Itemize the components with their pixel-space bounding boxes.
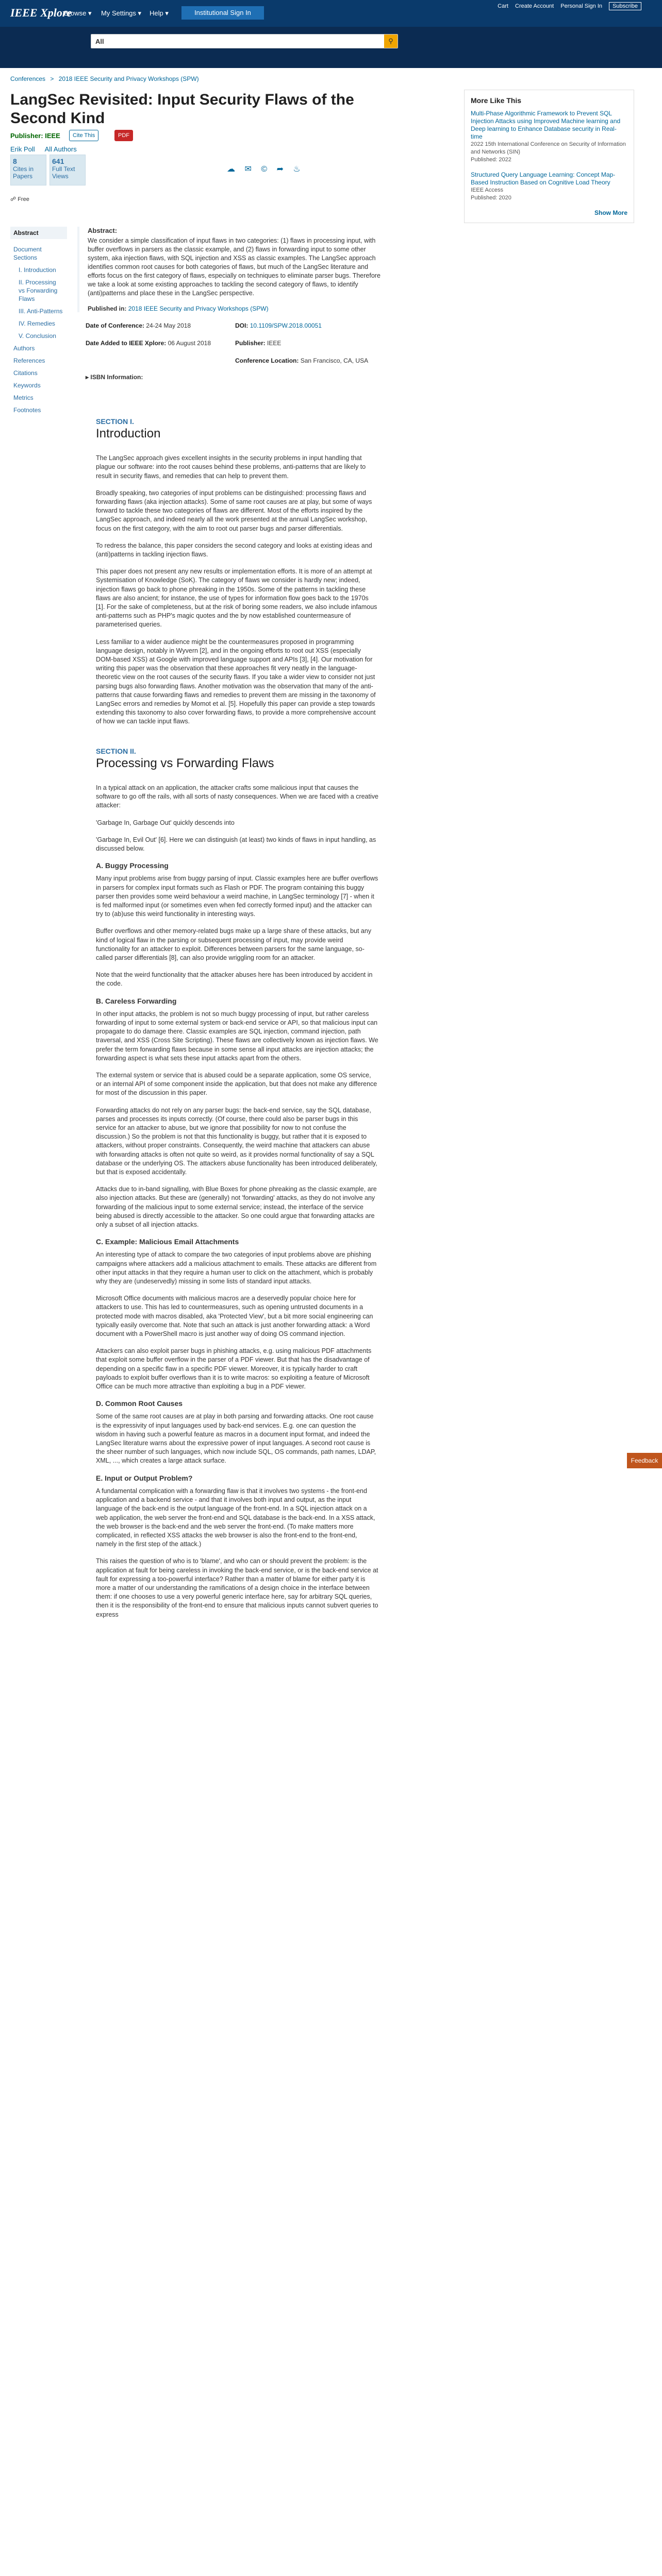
date-of-conference-label: Date of Conference: <box>86 322 145 329</box>
paragraph: Attackers can also exploit parser bugs in phishing attacks, e.g. using malicious PDF attachments that exploit some buffer overflow in the parser of a PDF viewer. But that has the disadvantage of depending on a specific flaw in a specific PDF viewer. Moreover, it is typically harder to craft payloads to exploit buffer overflows than it is to write macros: so exploiting a feature of Microsoft Office can be much more attractive than exploiting a bug in a PDF viewer. <box>96 1347 372 1391</box>
date-of-conference: 24-24 May 2018 <box>146 322 191 329</box>
related-article-date: Published: 2020 <box>471 195 511 201</box>
abstract-section <box>77 227 382 312</box>
paragraph: In other input attacks, the problem is not so much buggy processing of input, but rather careless forwarding of input to some external system or back-end service or API, so that malicious input can propagate to do damage there. Classic examples are SQL injection, command injection, path traversal, and XSS (Cross Site Scripting). These flaws are collectively known as injection flaws. We prefer the term forwarding flaws because in some sense all input attacks are injection attacks; the forwarding aspect is what sets these input attacks apart from the others. <box>96 1010 378 1062</box>
subsection-heading: D. Common Root Causes <box>96 1399 183 1408</box>
meta-publisher: IEEE <box>267 340 282 347</box>
metric-value: 8 <box>13 157 17 165</box>
metric-label: Cites in Papers <box>13 165 34 180</box>
page-title: LangSec Revisited: Input Security Flaws of the Second Kind <box>10 91 354 127</box>
paragraph: 'Garbage In, Evil Out' [6]. Here we can distinguish (at least) two kinds of flaws in input handling, as discussed below. <box>96 836 376 852</box>
publisher-line <box>10 132 60 140</box>
create-account-link[interactable]: Create Account <box>515 3 554 9</box>
subsection-heading: E. Input or Output Problem? <box>96 1473 193 1482</box>
isbn-information-toggle[interactable]: ▸ ISBN Information: <box>86 374 143 381</box>
search-category-select[interactable]: All <box>95 38 104 45</box>
paragraph: Note that the weird functionality that the attacker abuses here has been introduced by accident in the code. <box>96 971 373 988</box>
subsection-heading: B. Careless Forwarding <box>96 996 177 1005</box>
top-navigation-bar <box>0 0 662 27</box>
breadcrumb-conferences[interactable]: Conferences <box>10 75 46 82</box>
free-icon: ☍ <box>10 196 16 202</box>
conference-location-label: Conference Location: <box>235 357 299 364</box>
search-box <box>91 34 398 48</box>
nav-footnotes[interactable]: Footnotes <box>13 406 41 414</box>
help-menu[interactable]: Help ▾ <box>150 9 169 17</box>
cite-this-button[interactable]: Cite This <box>69 130 98 141</box>
nav-authors[interactable]: Authors <box>13 345 35 352</box>
breadcrumb-separator: > <box>50 75 54 82</box>
document-body <box>96 397 378 1628</box>
document-navigation <box>10 227 67 416</box>
paragraph: 'Garbage In, Garbage Out' quickly descends into <box>96 819 235 826</box>
search-button[interactable] <box>384 35 398 48</box>
doi-label: DOI: <box>235 322 249 329</box>
paragraph: In a typical attack on an application, the attacker crafts some malicious input that causes the software to go off the rails, with all sorts of nasty consequences. When we are faced with a creative attacker: <box>96 784 378 809</box>
related-article-date: Published: 2022 <box>471 157 511 163</box>
related-article-venue: 2022 15th International Conference on Security of Information and Networks (SIN) <box>471 141 626 155</box>
section-title: Processing vs Forwarding Flaws <box>96 756 274 770</box>
all-authors-link[interactable]: All Authors <box>44 145 77 153</box>
published-in <box>88 305 382 312</box>
breadcrumb <box>10 75 202 82</box>
paragraph: A fundamental complication with a forwarding flaw is that it involves two systems - the front-end application and a backend service - and that it involves both input and output, as the input language of the back-end is the output language of the front-end. In a SQL injection attack on a web application, the web server the front-end and SQL database is the back-end. In a XSS attack, the web browser is the back-end and the web server the front-end. (To make matters more complicated, in reflected XSS attacks the web browser is also the front-end to the front-end, namely in the first step of the attack.) <box>96 1487 375 1548</box>
search-input[interactable] <box>158 37 385 47</box>
paragraph: Forwarding attacks do not rely on any parser bugs: the back-end service, say the SQL database, parses and processes its inputs correctly. (Of course, there could also be parser bugs in this service for an attacker to abuse, but we ignore that possibility for now to not confuse the discussion.) So the problem is not that this functionality is buggy, but rather that it is exposed to attackers, without proper constraints. Consequently, the weird machine that attackers can abuse with forwarding attacks is often not quite so weird, as it provides normal functionality of say a SQL database or the underlying OS. The attackers abuse functionality has been introduced deliberately, but that is exposed accidentally. <box>96 1106 377 1176</box>
doi-link[interactable]: 10.1109/SPW.2018.00051 <box>250 322 322 329</box>
published-in-link[interactable]: 2018 IEEE Security and Privacy Workshops (SPW) <box>128 305 269 312</box>
breadcrumb-conference[interactable]: 2018 IEEE Security and Privacy Workshops (SPW) <box>58 75 199 82</box>
related-article-link[interactable]: Multi-Phase Algorithmic Framework to Prevent SQL Injection Attacks using Improved Machine learning and Deep learning to Enhance Database security in Real-time <box>471 110 621 140</box>
browse-menu[interactable]: Browse ▾ <box>64 9 92 17</box>
mail-icon[interactable]: ✉ <box>244 165 252 174</box>
cart-link[interactable]: Cart <box>498 3 508 9</box>
date-added-label: Date Added to IEEE Xplore: <box>86 340 167 347</box>
publisher-value: IEEE <box>45 132 60 140</box>
nav-abstract[interactable]: Abstract <box>10 227 67 239</box>
document-metadata <box>86 321 385 374</box>
paragraph: Attacks due to in-band signalling, with Blue Boxes for phone phreaking as the classic example, are also injection attacks. But these are (generally) not 'forwarding' attacks, as they do not involve any forwarding of the malicious input to some external service; instead, the interface of the service being abused is directly accessible to the attacker. So one could argue that forwarding attacks are only a subset of all injection attacks. <box>96 1185 377 1229</box>
related-article <box>471 171 627 202</box>
paragraph: This raises the question of who is to 'blame', and who can or should prevent the problem: is the application at fault for being careless in invoking the back-end service, or is the back-end service at fault for expressing a too-powerful interface? Rather than a matter of blame for either party it is more a matter of our understanding the ramifications of a design choice in the interface between them: if one chooses to use a very powerful generic interface here, say for arbitrary SQL queries, then it is the responsibility of the front-end to ensure that malicious inputs cannot subvert queries to express <box>96 1557 378 1618</box>
author-link[interactable]: Erik Poll <box>10 145 35 153</box>
paragraph: Less familiar to a wider audience might be the countermeasures proposed in programming language design, notably in Wyvern [2], and in the ongoing efforts to root out XSS (especially DOM-based XSS) at Google with improved language support and APIs [3], [4]. Our motivation for writing this paper was the observation that these approaches fit very neatly in the language-theoretic view on the root causes of the security flaws. If you take a wider view to consider not just parsing bugs also forwarding flaws. Another motivation was the observation that many of the anti-patterns that cause forwarding flaws and remedies to prevent them are missing in the taxonomy of LangSec errors and remedies by Momot et al. [5]. Hopefully this paper can provide a step towards extending this taxonomy to also cover forwarding flaws, to provide a more comprehensive account of how we can tackle input flaws. <box>96 638 376 725</box>
paragraph: The external system or service that is abused could be a separate application, some OS service, or an internal API of some component inside the application, but that does not make any difference for most of the discussion in this paper. <box>96 1071 377 1097</box>
more-like-this-panel <box>464 90 634 223</box>
metric-label: Full Text Views <box>52 165 75 180</box>
section-number: SECTION II. <box>96 747 136 755</box>
search-icon: ⚲ <box>388 37 393 45</box>
paragraph: An interesting type of attack to compare the two categories of input problems above are phishing campaigns where attackers add a malicious attachment to emails. These attacks are different from other input attacks in that they require a human user to click on the attachment, which is probably why they are (undeservedly) missing in some lists of standard input attacks. <box>96 1251 377 1285</box>
nav-references[interactable]: References <box>13 357 45 364</box>
free-access-badge <box>10 196 29 202</box>
metric-value: 641 <box>52 157 64 165</box>
abstract-label: Abstract: <box>88 227 118 234</box>
metric-citations[interactable] <box>10 155 46 185</box>
abstract-text: We consider a simple classification of input flaws in two categories: (1) flaws in processing input, with buffer overflows in parsers as the classic example, and (2) flaws in forwarding input to some other system, aka injection flaws, with SQL injection and XSS as classic examples. The LangSec approach identifies common root causes for both categories of flaws, but much of the LangSec literature and efforts focus on the first category of flaws, especially on techniques to eliminate parser bugs. Therefore we take a look at some existing approaches to tackling the second category of flaws, to identify (anti)patterns and place these in the LangSec perspective. <box>88 237 380 297</box>
conference-location: San Francisco, CA, USA <box>300 357 369 364</box>
show-more-link[interactable]: Show More <box>594 209 627 216</box>
metric-views[interactable] <box>49 155 86 185</box>
paragraph: To redress the balance, this paper considers the second category and looks at existing ideas and (anti)patterns in tackling injection flaws. <box>96 541 372 558</box>
feedback-button[interactable]: Feedback <box>627 1453 662 1468</box>
my-settings-menu[interactable]: My Settings ▾ <box>101 9 142 17</box>
cart-icon[interactable]: ☁ <box>227 165 235 174</box>
nav-section-3[interactable]: III. Anti-Patterns <box>19 308 63 315</box>
pdf-button[interactable]: PDF <box>114 130 133 141</box>
section-number: SECTION I. <box>96 417 134 426</box>
paragraph: Many input problems arise from buggy parsing of input. Classic examples here are buffer overflows in parsers for complex input formats such as Flash or PDF. The program containing this buggy parser then provides some weird behaviour a weird machine, in LangSec terminology [7] - when it is fed malformed input (or sometimes even when fed correctly formed input) and the attacker can try to (ab)use this weird functionality in interesting ways. <box>96 875 378 918</box>
nav-section-4[interactable]: IV. Remedies <box>19 320 55 327</box>
document-sections-label: Document Sections <box>13 246 42 261</box>
copyright-icon[interactable]: © <box>261 165 268 174</box>
paragraph: Microsoft Office documents with malicious macros are a deservedly popular choice here for attackers to use. This has led to countermeasures, such as opening untrusted documents in a protected mode with macros disabled, aka 'Protected View', but a bit more social engineering can typically easily overcome that. Note that such an attack is just another forwarding attack: a Word document with a PowerShell macro is just another way of doing OS command injection. <box>96 1295 373 1338</box>
account-links <box>492 3 641 9</box>
nav-section-5[interactable]: V. Conclusion <box>19 332 56 340</box>
subscribe-button[interactable]: Subscribe <box>609 2 641 10</box>
subsection-heading: A. Buggy Processing <box>96 861 169 870</box>
section-title: Introduction <box>96 427 161 441</box>
subsection-heading: C. Example: Malicious Email Attachments <box>96 1238 239 1246</box>
more-like-this-title: More Like This <box>471 96 522 105</box>
institutional-sign-in-button[interactable]: Institutional Sign In <box>181 6 264 20</box>
free-label: Free <box>18 196 29 202</box>
action-icons <box>227 164 308 174</box>
paragraph: This paper does not present any new results or implementation efforts. It is more of an attempt at Systemisation of Knowledge (SoK). The category of flaws we consider is hardly new; indeed, injection flaws go back to phone phreaking in the 1950s. Some of the patterns in tackling these flaws are also ancient; for instance, the use of types for information flow goes back to the 1970s [1]. For the sake of completeness, but at the risk of boring some readers, we also include infamous anti-patterns such as PHP's magic quotes and the by now established countermeasure of parameterised queries. <box>96 568 377 629</box>
published-in-label: Published in: <box>88 305 127 312</box>
ieee-xplore-logo[interactable]: IEEE Xplore <box>10 6 72 19</box>
date-added: 06 August 2018 <box>168 340 211 347</box>
share-icon[interactable]: ➦ <box>276 165 284 174</box>
search-area <box>0 27 662 68</box>
paragraph: Buffer overflows and other memory-related bugs make up a large share of these attacks, but any kind of logical flaw in the parsing or subsequent processing of input, may provide weird functionality for an attacker to exploit. Differences between parsers for the same language, so-called parser differentials [8], can also provide wriggling room for an attacker. <box>96 927 372 961</box>
nav-metrics[interactable]: Metrics <box>13 394 34 401</box>
paragraph: Broadly speaking, two categories of input problems can be distinguished: processing flaws and forwarding flaws (aka injection attacks). Some of same root causes are at play, but some of ways forward to tackle these two categories of flaws are different. Most of the efforts inspired by the LangSec approach, and indeed nearly all the work presented at the annual LangSec workshop, focus on the first category, with the aim to root out parser bugs and parser differentials. <box>96 489 372 532</box>
related-article-venue: IEEE Access <box>471 187 503 193</box>
authors-row <box>10 145 85 153</box>
paragraph: The LangSec approach gives excellent insights in the security problems in input handling that plague our software: into the root causes behind these problems, anti-patterns that are likely to result in security flaws, and remedies that can help to prevent them. <box>96 454 366 480</box>
related-article-link[interactable]: Structured Query Language Learning: Concept Map-Based Instruction Based on Cognitive Load Theory <box>471 171 616 186</box>
paragraph: Some of the same root causes are at play in both parsing and forwarding attacks. One root cause is the expressivity of input languages used by back-end services. E.g. one can question the wisdom in having such a powerful feature as macros in a document input format, and indeed the LangSec literature warns about the expressive power of input languages. A second root cause is the sheer number of such languages, which now include SQL, OS commands, path names, LDAP, XML, ..., which creates a large attack surface. <box>96 1413 376 1465</box>
nav-section-1[interactable]: I. Introduction <box>19 266 56 274</box>
nav-keywords[interactable]: Keywords <box>13 382 41 389</box>
nav-section-2[interactable]: II. Processing vs Forwarding Flaws <box>19 279 58 302</box>
meta-publisher-label: Publisher: <box>235 340 266 347</box>
personal-sign-in-link[interactable]: Personal Sign In <box>560 3 603 9</box>
nav-citations[interactable]: Citations <box>13 369 38 377</box>
bell-icon[interactable]: ♨ <box>293 165 301 174</box>
publisher-label: Publisher: <box>10 132 43 140</box>
related-article <box>471 110 627 164</box>
